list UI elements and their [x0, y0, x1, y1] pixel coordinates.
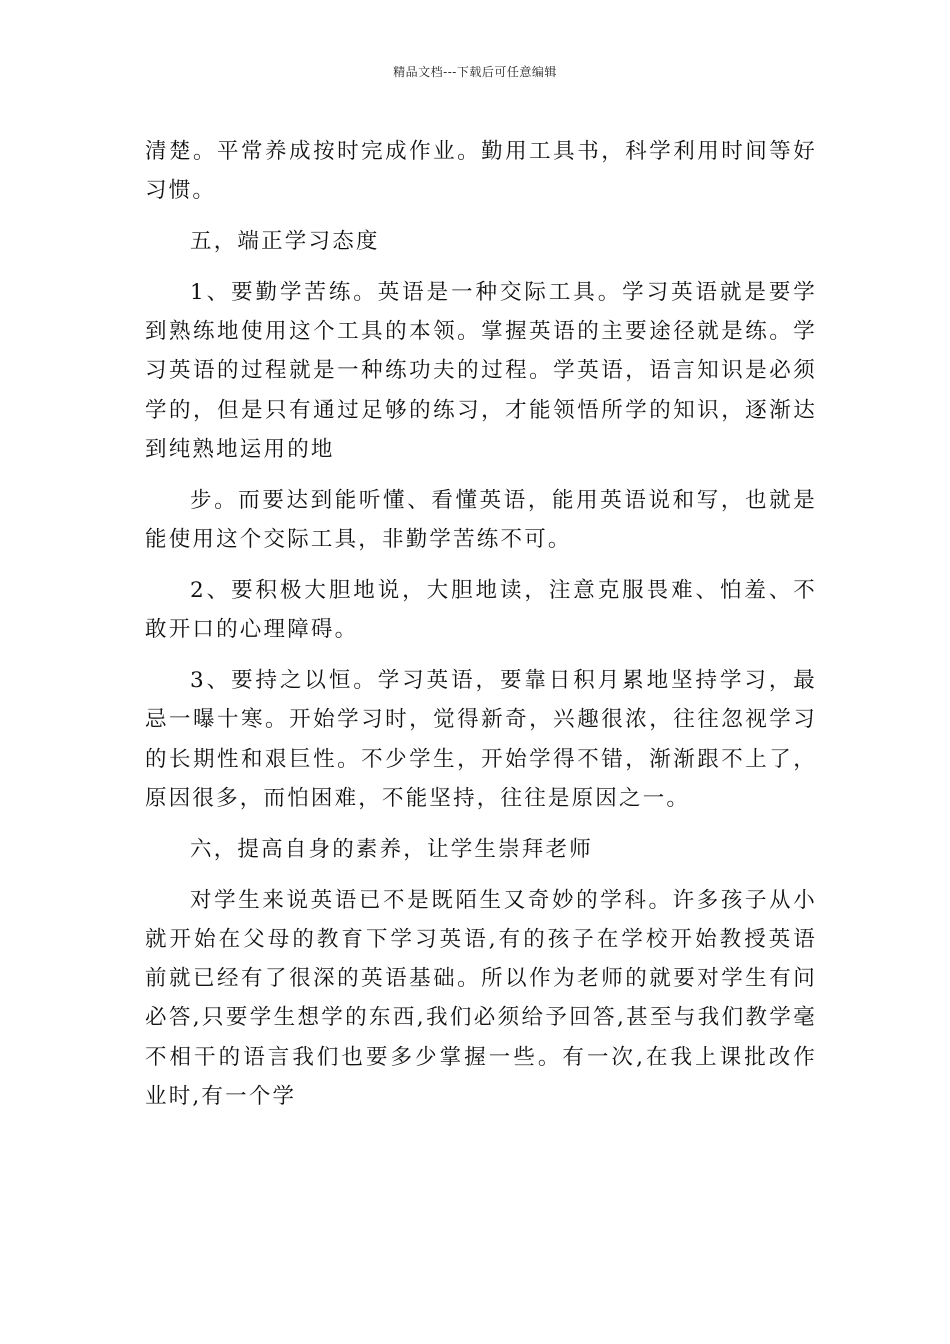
page-header: 精品文档---下载后可任意编辑 [393, 65, 557, 79]
paragraph-item-3: 3、要持之以恒。学习英语，要靠日积月累地坚持学习，最忌一曝十寒。开始学习时，觉得新奇，兴趣很浓，往往忽视学习的长期性和艰巨性。不少学生，开始学得不错，渐渐跟不上了，原因很多，而怕困难，不能坚持，往往是原因之一。 [145, 668, 817, 811]
paragraph-item-2: 2、要积极大胆地说，大胆地读，注意克服畏难、怕羞、不敢开口的心理障碍。 [145, 577, 817, 643]
paragraph-continuation: 清楚。平常养成按时完成作业。勤用工具书，科学利用时间等好习惯。 [145, 139, 817, 204]
section-heading-6: 六，提高自身的素养，让学生崇拜老师 [190, 836, 593, 862]
document-body [145, 132, 817, 1128]
paragraph-item-1-continued: 步。而要达到能听懂、看懂英语，能用英语说和写，也就是能使用这个交际工具，非勤学苦练不可。 [145, 487, 817, 553]
section-heading-5: 五，端正学习态度 [190, 229, 380, 255]
paragraph-section-6: 对学生来说英语已不是既陌生又奇妙的学科。许多孩子从小就开始在父母的教育下学习英语,有的孩子在学校开始教授英语前就已经有了很深的英语基础。所以作为老师的就要对学生有问必答,只要学生想学的东西,我们必须给予回答,甚至与我们教学毫不相干的语言我们也要多少掌握一些。有一次,在我上课批改作业时,有一个学 [145, 887, 817, 1110]
paragraph-item-1: 1、要勤学苦练。英语是一种交际工具。学习英语就是要学到熟练地使用这个工具的本领。掌握英语的主要途径就是练。学习英语的过程就是一种练功夫的过程。学英语，语言知识是必须学的，但是只有通过足够的练习，才能领悟所学的知识，逐渐达到纯熟地运用的地 [145, 279, 817, 463]
